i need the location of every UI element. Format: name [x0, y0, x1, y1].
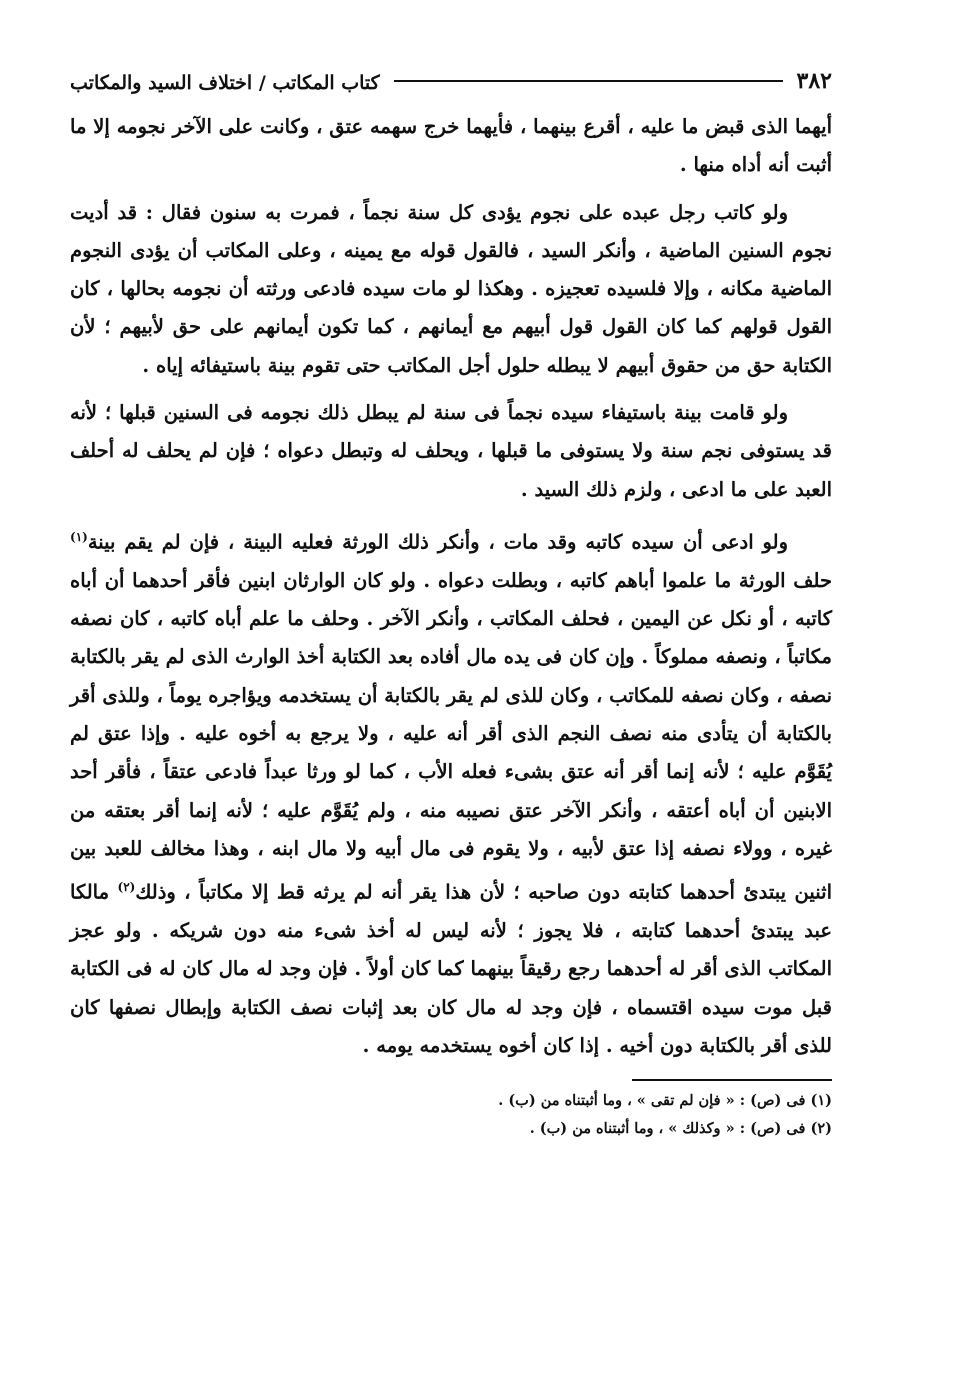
book-page: [70, 52, 832, 1143]
paragraph: [70, 394, 832, 509]
paragraph-text: ولو كاتب رجل عبده على نجوم يؤدى كل سنة نجماً ، فمرت به سنون فقال : قد أديت نجوم السنين الماضية ، وأنكر السيد ، فالقول قوله مع يمينه ، وعلى المكاتب أن يؤدى النجوم الماضية مكانه ، وإلا فلسيده تعجيزه . وهكذا لو مات سيده فادعى ورثته أن نجومه بحالها ، كان القول قولهم كما كان القول قول أبيهم مع أيمانهم ، كما تكون أيمانهم على حق لأبيهم ؛ لأن الكتابة حق من حقوق أبيهم لا يبطله حلول أجل المكاتب حتى تقوم بينة باستيفائه إياه .: [70, 200, 832, 377]
page-number: ٣٨٢: [796, 68, 832, 94]
page-header: [70, 52, 832, 94]
footnote-rule: [632, 1079, 832, 1081]
paragraph: [70, 194, 832, 385]
paragraph-text: أيهما الذى قبض ما عليه ، أقرع بينهما ، فأيهما خرج سهمه عتق ، وكانت على الآخر نجومه إلا ما أثبت أنه أداه منها .: [70, 115, 832, 177]
footnote-ref-1[interactable]: (١): [70, 529, 88, 544]
paragraph-text: ولو ادعى أن سيده كاتبه وقد مات ، وأنكر ذلك الورثة فعليه البينة ، فإن لم يقم بينة: [87, 530, 788, 554]
paragraph-continuation: [70, 108, 832, 185]
footnote-1: (١) فى (ص) : « فإن لم تقى » ، وما أثبتناه من (ب) .: [498, 1092, 832, 1110]
paragraph-text: ولو قامت بينة باستيفاء سيده نجماً فى سنة لم يبطل ذلك نجومه فى السنين قبلها ؛ لأنه قد يستوفى نجم سنة ولا يستوفى ما قبلها ، ويحلف له وتبطل دعواه ؛ فإن لم يحلف له أحلف العبد على ما ادعى ، ولزم ذلك السيد .: [70, 401, 832, 501]
footnote-ref-2[interactable]: (٢): [117, 880, 136, 895]
header-rule: [394, 80, 783, 82]
paragraph: [70, 518, 832, 1065]
paragraph-text: حلف الورثة ما علموا أباهم كاتبه ، وبطلت دعواه . ولو كان الوارثان ابنين فأقر أحدهما أن أباه كاتبه ، أو نكل عن اليمين ، فحلف المكاتب ، وأنكر الآخر . وحلف ما علم أباه كاتبه ، كان نصفه مكاتباً ، ونصفه مملوكاً . وإن كان فى يده مال أفاده بعد الكتابة أخذ الوارث الذى لم يقر بالكتابة نصفه ، وكان نصفه للمكاتب ، وكان للذى لم يقر بالكتابة أن يستخدمه ويؤاجره يوماً ، وللذى أقر بالكتابة أن يتأدى منه نصف النجم الذى أقر أنه عليه ، ولا يرجع به أخوه عليه . وإذا عتق لم يُقَوَّم عليه ؛ لأنه إنما أقر أنه عتق بشىء فعله الأب ، كما لو ورثا عبداً فادعى عتقاً ، فأقر أحد الابنين أن أباه أعتقه ، وأنكر الآخر عتق نصيبه منه ، ولم يُقَوَّم عليه ؛ لأنه إنما أقر بعتقه من غيره ، وولاء نصفه إذا عتق لأبيه ، ولا يقوم فى مال أبيه ولا مال ابنه ، وهذا مخالف للعبد بين اثنين يبتدئ أحدهما كتابته دون صاحبه ؛ لأن هذا يقر أنه لم يرثه قط إلا مكاتباً ، وذلك: [70, 568, 833, 904]
paragraph-text: مالكا عبد يبتدئ أحدهما كتابته ، فلا يجوز ؛ لأنه ليس له أخذ شىء منه دون شريكه . ولو عجز المكاتب الذى أقر له أحدهما رجع رقيقاً بينهما كما كان أولاً . فإن وجد له مال كان له فى الكتابة قبل موت سيده اقتسماه ، فإن وجد له مال كان بعد إثبات نصف الكتابة وإبطال نصفها كان للذى أقر بالكتابة دون أخيه . إذا كان أخوه يستخدمه يومه .: [70, 880, 832, 1057]
footnote-2: (٢) فى (ص) : « وكذلك » ، وما أثبتناه من (ب) .: [529, 1120, 832, 1138]
running-title: كتاب المكاتب / اختلاف السيد والمكاتب: [70, 72, 380, 94]
